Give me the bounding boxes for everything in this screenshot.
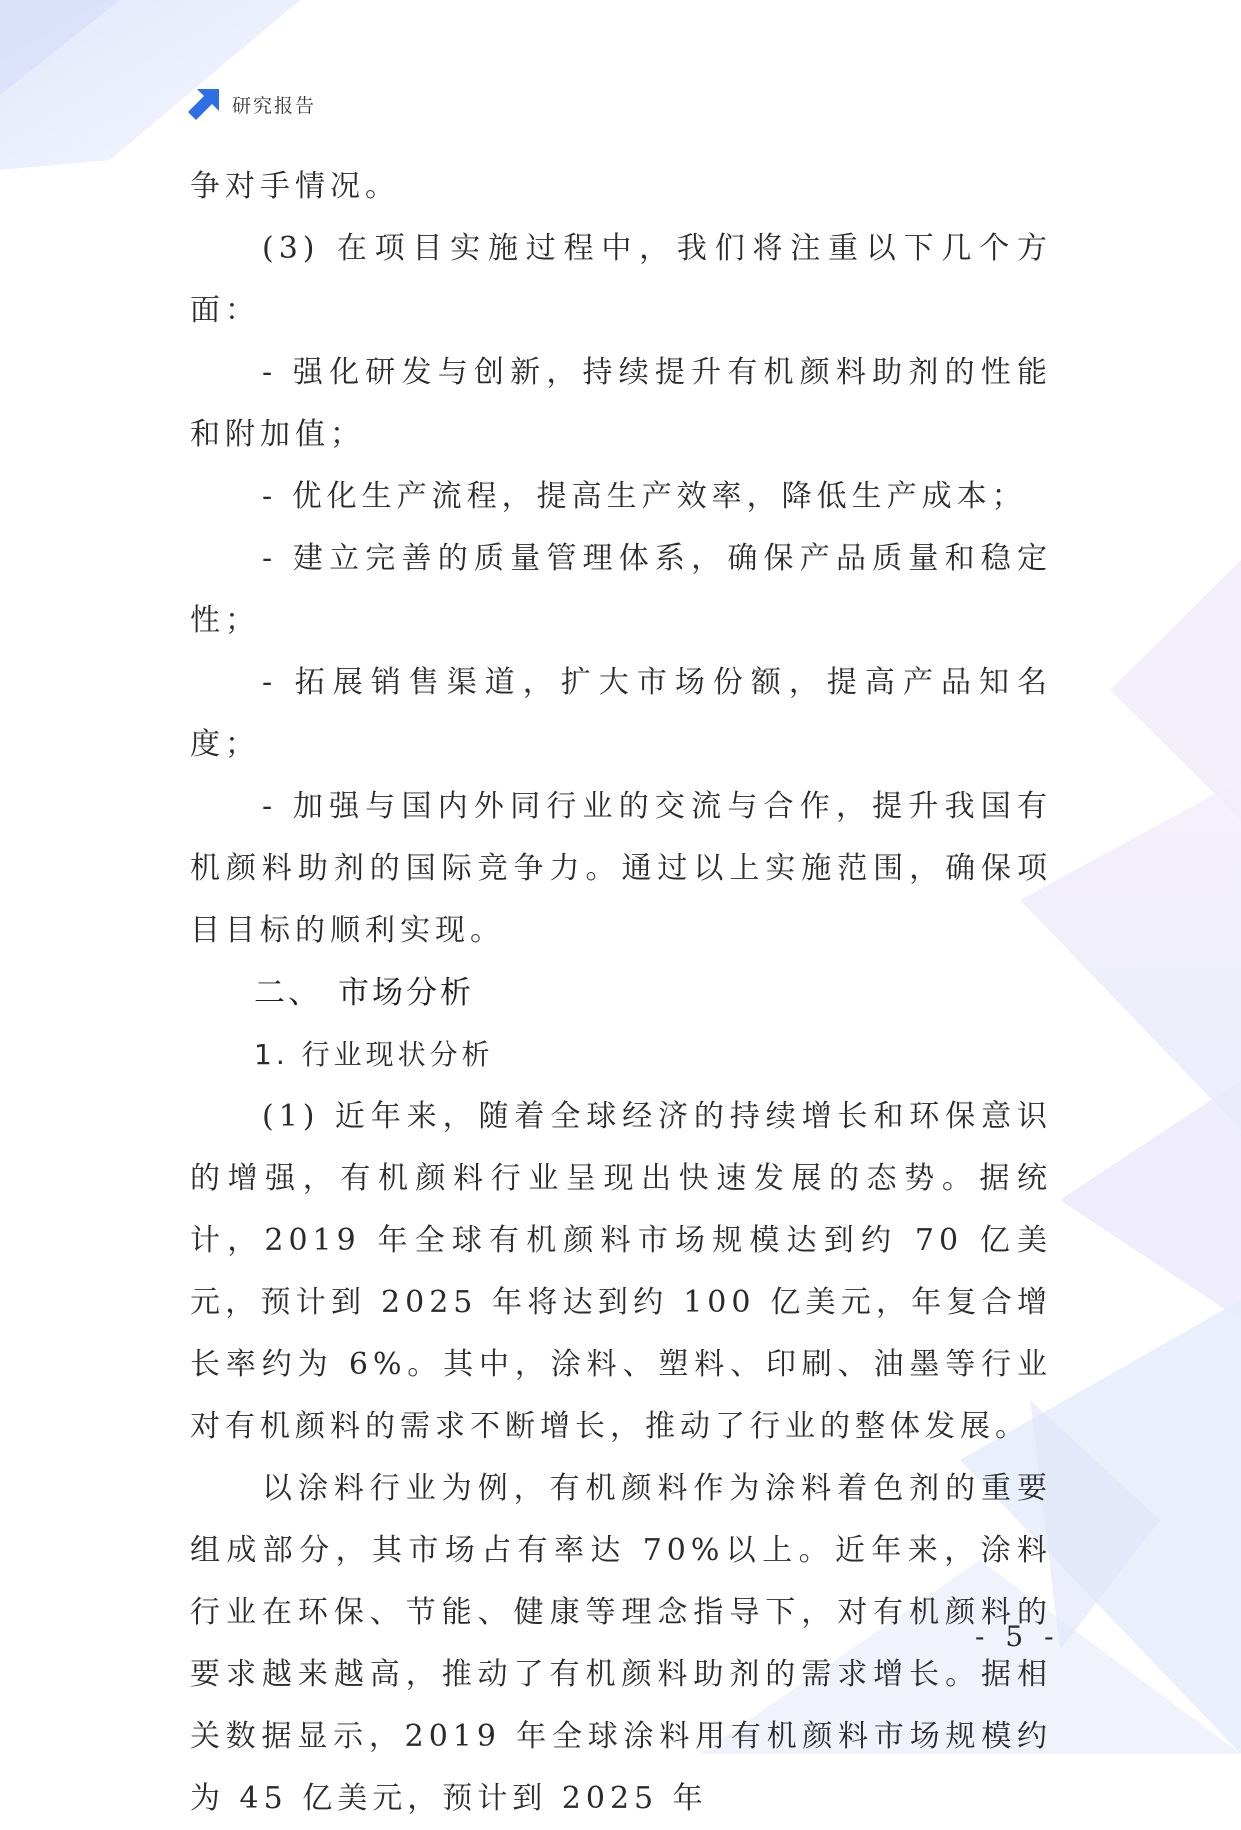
header-title: 研究报告 [232, 94, 317, 117]
report-header [188, 88, 316, 120]
list-item-quality: - 建立完善的质量管理体系，确保产品质量和稳定性； [190, 541, 1052, 638]
list-item-sales: - 拓展销售渠道，扩大市场份额，提高产品知名度； [190, 665, 1052, 762]
subsection-heading: 1. 行业现状分析 [254, 1038, 494, 1071]
page-number: - 5 - [975, 1620, 1060, 1653]
arrow-up-right-icon [188, 88, 220, 120]
document-body [190, 156, 1052, 1830]
list-item-rnd: - 强化研发与创新，持续提升有机颜料助剂的性能和附加值； [190, 355, 1052, 452]
paragraph-continuation: 争对手情况。 [190, 169, 400, 204]
paragraph-industry-status: (1) 近年来，随着全球经济的持续增长和环保意识的增强，有机颜料行业呈现出快速发展的态势。据统计，2019 年全球有机颜料市场规模达到约 70 亿美元，预计到 2025 年将达到约 100 亿美元，年复合增长率约为 6%。其中，涂料、塑料、印刷、油墨等行业对有机颜料的需求不断增长，推动了行业的整体发展。 [190, 1099, 1052, 1444]
list-item-production: - 优化生产流程，提高生产效率，降低生产成本； [262, 479, 1027, 514]
paragraph-coatings-example: 以涂料行业为例，有机颜料作为涂料着色剂的重要组成部分，其市场占有率达 70%以上。近年来，涂料行业在环保、节能、健康等理念指导下，对有机颜料的要求越来越高，推动了有机颜料助剂的需求增长。据相关数据显示，2019 年全球涂料用有机颜料市场规模约为 45 亿美元，预计到 2025 年 [190, 1471, 1052, 1816]
section-number: 二、 [254, 975, 322, 1011]
section-heading [190, 962, 1052, 1024]
section-title: 市场分析 [338, 975, 474, 1011]
list-item-cooperation: - 加强与国内外同行业的交流与合作，提升我国有机颜料助剂的国际竞争力。通过以上实施范围，确保项目目标的顺利实现。 [190, 789, 1052, 948]
paragraph-focus-intro: (3) 在项目实施过程中，我们将注重以下几个方面： [190, 231, 1052, 328]
